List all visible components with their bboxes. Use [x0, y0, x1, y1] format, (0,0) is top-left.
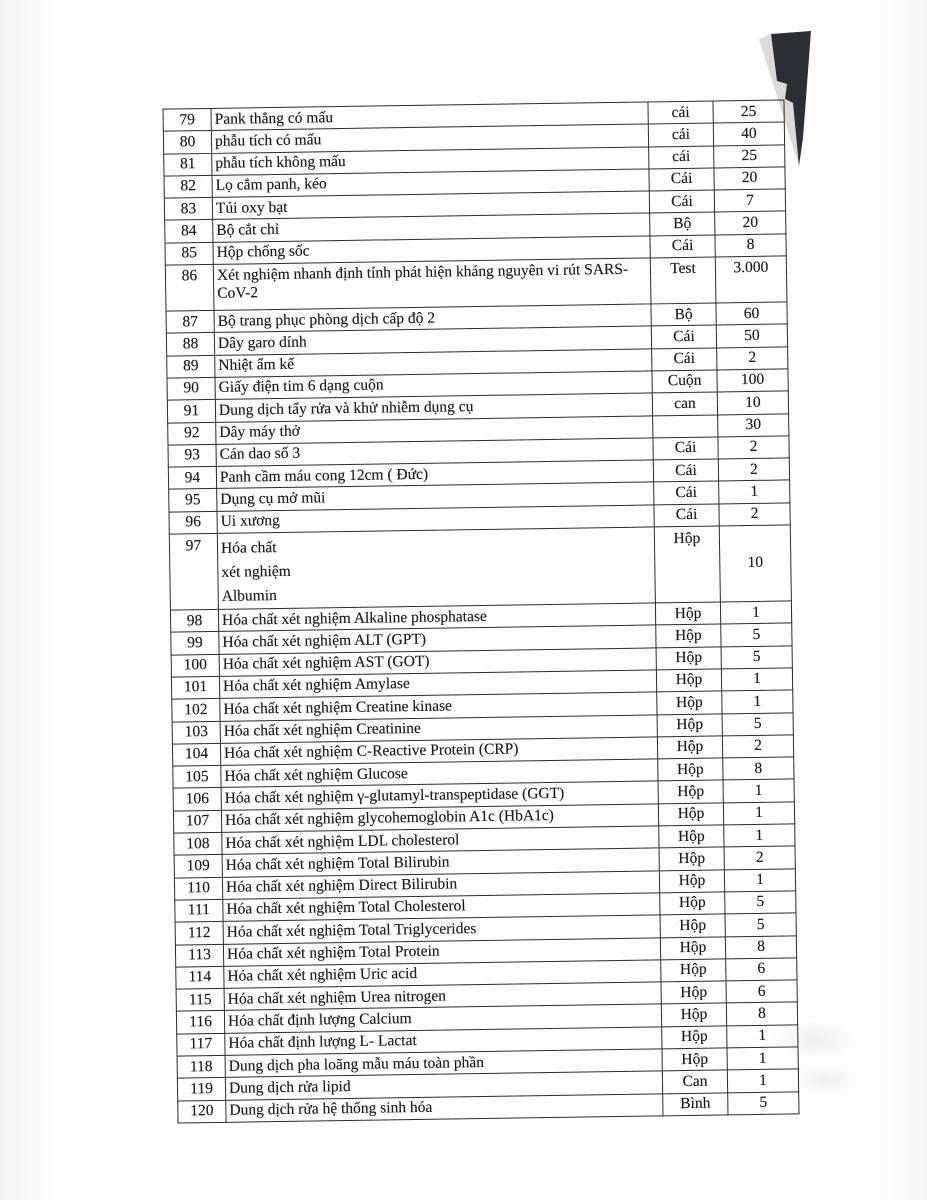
cell-unit: Cái: [650, 235, 715, 258]
cell-row-number: 115: [176, 988, 224, 1011]
cell-item-name: phẫu tích không mấu: [212, 147, 649, 176]
cell-item-name: Hóa chất xét nghiệm LDL cholesterol: [222, 826, 659, 855]
cell-unit: Hộp: [657, 714, 722, 737]
cell-unit: cái: [649, 146, 714, 169]
cell-item-name: Hóa chất xét nghiệm Alkaline phosphatase: [218, 603, 655, 632]
cell-quantity: 3.000: [715, 256, 787, 303]
cell-quantity: 50: [716, 324, 787, 347]
supply-list-table: [163, 99, 800, 1123]
cell-unit: Hộp: [655, 602, 720, 625]
cell-quantity: 8: [715, 234, 786, 257]
cell-unit: Hộp: [656, 624, 721, 647]
cell-row-number: 101: [171, 676, 219, 699]
cell-row-number: 93: [168, 444, 216, 467]
cell-item-name: Giấy điện tim 6 dạng cuộn: [215, 371, 652, 400]
cell-unit: Hộp: [661, 959, 726, 982]
cell-unit: Cuộn: [652, 370, 717, 393]
cell-quantity: 6: [726, 980, 797, 1003]
cell-unit: Hộp: [657, 691, 722, 714]
table-row: [169, 525, 791, 610]
cell-item-name: Dung dịch rửa hệ thống sinh hóa: [226, 1093, 663, 1122]
cell-unit: Cái: [654, 481, 719, 504]
cell-item-name: Hóa chất xét nghiệm AST (GOT): [219, 648, 656, 677]
cell-unit: Hộp: [660, 936, 725, 959]
cell-item-name: Dung dịch pha loãng mẫu máu toàn phần: [225, 1049, 662, 1078]
cell-row-number: 88: [166, 333, 214, 356]
cell-row-number: 84: [165, 220, 213, 243]
cell-item-name: Hóa chất xét nghiệm Amylase: [219, 670, 656, 699]
cell-quantity: 25: [713, 100, 784, 123]
cell-unit: Cái: [651, 325, 716, 348]
cell-unit: Test: [650, 257, 716, 304]
cell-item-name: Hóa chất xét nghiệm Creatine kinase: [220, 692, 657, 721]
cell-row-number: 119: [177, 1078, 225, 1101]
cell-row-number: 103: [172, 721, 220, 744]
cell-row-number: 89: [167, 355, 215, 378]
cell-unit: Hộp: [654, 526, 720, 603]
cell-item-name: Pank thẳng có mấu: [211, 102, 648, 131]
cell-row-number: 107: [173, 810, 221, 833]
cell-quantity: 8: [725, 935, 796, 958]
cell-quantity: 1: [724, 824, 795, 847]
cell-unit: Hộp: [659, 825, 724, 848]
cell-item-name: Panh cầm máu cong 12cm ( Đức): [216, 460, 653, 489]
cell-quantity: 2: [724, 846, 795, 869]
cell-item-name: Nhiệt ẩm kế: [215, 349, 652, 378]
cell-item-name: Bộ trang phục phòng dịch cấp độ 2: [214, 304, 651, 333]
cell-quantity: 8: [723, 757, 794, 780]
cell-unit: Bình: [663, 1093, 728, 1116]
cell-quantity: 10: [719, 525, 791, 602]
cell-item-name: Cán dao số 3: [216, 438, 653, 467]
cell-row-number: 81: [164, 153, 212, 176]
cell-item-name: Hóa chất xét nghiệm Total Bilirubin: [222, 848, 659, 877]
cell-row-number: 104: [172, 743, 220, 766]
cell-unit: Cái: [654, 504, 719, 527]
cell-unit: can: [652, 392, 717, 415]
cell-unit: Cái: [653, 459, 718, 482]
cell-row-number: 117: [177, 1033, 225, 1056]
cell-item-name: Hộp chống sốc: [213, 236, 650, 265]
cell-row-number: 91: [167, 400, 215, 423]
cell-unit: Hộp: [661, 1003, 726, 1026]
cell-item-name: Hóa chất xét nghiệm Direct Bilirubin: [222, 871, 659, 900]
cell-row-number: 86: [165, 265, 214, 312]
cell-quantity: 25: [714, 145, 785, 168]
cell-item-name: Dụng cụ mở mũi: [217, 482, 654, 511]
cell-quantity: 1: [727, 1069, 798, 1092]
cell-unit: Hộp: [661, 981, 726, 1004]
cell-unit: Cái: [652, 348, 717, 371]
cell-quantity: 1: [721, 668, 792, 691]
cell-quantity: 1: [722, 690, 793, 713]
cell-row-number: 79: [163, 108, 211, 131]
cell-item-name: Hóa chất xét nghiệm Creatinine: [220, 714, 657, 743]
table-tilt-wrapper: [163, 99, 800, 1123]
cell-quantity: 1: [723, 779, 794, 802]
cell-quantity: 30: [718, 413, 789, 436]
cell-quantity: 8: [726, 1002, 797, 1025]
cell-row-number: 80: [163, 131, 211, 154]
cell-quantity: 7: [714, 189, 785, 212]
cell-row-number: 85: [165, 242, 213, 265]
cell-unit: Hộp: [656, 669, 721, 692]
cell-quantity: 1: [727, 1025, 798, 1048]
cell-item-name: Túi oxy bạt: [212, 191, 649, 220]
cell-row-number: 102: [172, 699, 220, 722]
cell-unit: Hộp: [656, 647, 721, 670]
cell-item-name: Hóa chất xét nghiệm Total Cholesterol: [223, 893, 660, 922]
cell-unit: Hộp: [659, 847, 724, 870]
cell-unit: Hộp: [660, 892, 725, 915]
cell-row-number: 118: [177, 1055, 225, 1078]
cell-unit: Cái: [653, 437, 718, 460]
cell-unit: Hộp: [662, 1048, 727, 1071]
cell-quantity: 1: [720, 601, 791, 624]
cell-quantity: 2: [719, 503, 790, 526]
cell-unit: Hộp: [660, 914, 725, 937]
cell-row-number: 109: [174, 855, 222, 878]
cell-unit: Cái: [649, 190, 714, 213]
cell-row-number: 106: [173, 788, 221, 811]
cell-unit: Hộp: [658, 758, 723, 781]
cell-row-number: 108: [174, 832, 222, 855]
cell-item-name: Hóa chất xét nghiệm Albumin: [217, 527, 655, 610]
cell-row-number: 105: [173, 766, 221, 789]
cell-quantity: 5: [725, 891, 796, 914]
cell-quantity: 20: [714, 167, 785, 190]
cell-row-number: 100: [171, 654, 219, 677]
cell-unit: [653, 415, 718, 438]
cell-quantity: 1: [724, 869, 795, 892]
cell-quantity: 60: [716, 302, 787, 325]
cell-quantity: 40: [713, 122, 784, 145]
cell-quantity: 5: [728, 1091, 799, 1114]
cell-item-name: Xét nghiệm nhanh định tính phát hiện kháng nguyên vi rút SARS-CoV-2: [213, 258, 651, 310]
cell-quantity: 5: [725, 913, 796, 936]
cell-quantity: 6: [726, 958, 797, 981]
cell-quantity: 2: [718, 458, 789, 481]
cell-quantity: 5: [721, 646, 792, 669]
cell-item-name: Dung dịch rửa lipid: [225, 1071, 662, 1100]
cell-quantity: 1: [727, 1047, 798, 1070]
cell-unit: Hộp: [658, 780, 723, 803]
cell-quantity: 2: [718, 436, 789, 459]
cell-row-number: 113: [175, 944, 223, 967]
cell-item-name: Bộ cắt chỉ: [213, 213, 650, 242]
bleed-through-mark: [790, 1065, 860, 1095]
cell-row-number: 111: [175, 899, 223, 922]
cell-quantity: 5: [721, 623, 792, 646]
cell-item-name: Hóa chất định lượng Calcium: [224, 1004, 661, 1033]
cell-quantity: 100: [717, 369, 788, 392]
cell-item-name: Hóa chất xét nghiệm Glucose: [221, 759, 658, 788]
cell-item-name: Dây garo dính: [214, 326, 651, 355]
cell-quantity: 1: [723, 802, 794, 825]
cell-unit: cái: [648, 101, 713, 124]
cell-row-number: 96: [169, 511, 217, 534]
cell-item-name: Hóa chất định lượng L- Lactat: [225, 1027, 662, 1056]
cell-quantity: 20: [715, 211, 786, 234]
cell-unit: Hộp: [659, 870, 724, 893]
cell-item-name: Hóa chất xét nghiệm glycohemoglobin A1c (HbA1c): [221, 804, 658, 833]
cell-quantity: 2: [722, 735, 793, 758]
cell-unit: cái: [648, 123, 713, 146]
cell-unit: Bộ: [650, 212, 715, 235]
cell-unit: Hộp: [662, 1026, 727, 1049]
cell-row-number: 98: [170, 609, 218, 632]
cell-quantity: 10: [717, 391, 788, 414]
cell-quantity: 5: [722, 712, 793, 735]
cell-row-number: 87: [166, 311, 214, 334]
cell-row-number: 90: [167, 377, 215, 400]
cell-unit: Can: [662, 1070, 727, 1093]
cell-row-number: 97: [169, 533, 218, 610]
cell-row-number: 112: [175, 922, 223, 945]
cell-item-name: Hóa chất xét nghiệm Uric acid: [224, 960, 661, 989]
cell-unit: Hộp: [658, 803, 723, 826]
cell-item-name: Hóa chất xét nghiệm C-Reactive Protein (CRP): [220, 737, 657, 766]
cell-item-name: Hóa chất xét nghiệm Total Triglycerides: [223, 915, 660, 944]
supply-table-body: [163, 100, 799, 1123]
cell-row-number: 110: [174, 877, 222, 900]
cell-row-number: 83: [164, 198, 212, 221]
cell-row-number: 94: [168, 467, 216, 490]
cell-row-number: 82: [164, 175, 212, 198]
cell-row-number: 99: [171, 632, 219, 655]
cell-unit: Cái: [649, 168, 714, 191]
cell-item-name: phẫu tích có mấu: [211, 124, 648, 153]
cell-quantity: 2: [717, 347, 788, 370]
cell-row-number: 120: [178, 1100, 226, 1123]
cell-row-number: 114: [176, 966, 224, 989]
cell-quantity: 1: [719, 480, 790, 503]
cell-item-name: Hóa chất xét nghiệm Total Protein: [223, 937, 660, 966]
cell-item-name: Hóa chất xét nghiệm ALT (GPT): [219, 625, 656, 654]
cell-row-number: 116: [176, 1011, 224, 1034]
cell-unit: Hộp: [657, 736, 722, 759]
cell-row-number: 95: [169, 489, 217, 512]
cell-item-name: Dây máy thở: [216, 415, 653, 444]
cell-unit: Bộ: [651, 303, 716, 326]
cell-item-name: Hóa chất xét nghiệm γ-glutamyl-transpeptidase (GGT): [221, 781, 658, 810]
cell-item-name: Lọ cắm panh, kéo: [212, 169, 649, 198]
cell-item-name: Hóa chất xét nghiệm Urea nitrogen: [224, 982, 661, 1011]
cell-item-name: Ui xương: [217, 505, 654, 534]
cell-row-number: 92: [168, 422, 216, 445]
cell-item-name: Dung dịch tẩy rửa và khử nhiễm dụng cụ: [215, 393, 652, 422]
